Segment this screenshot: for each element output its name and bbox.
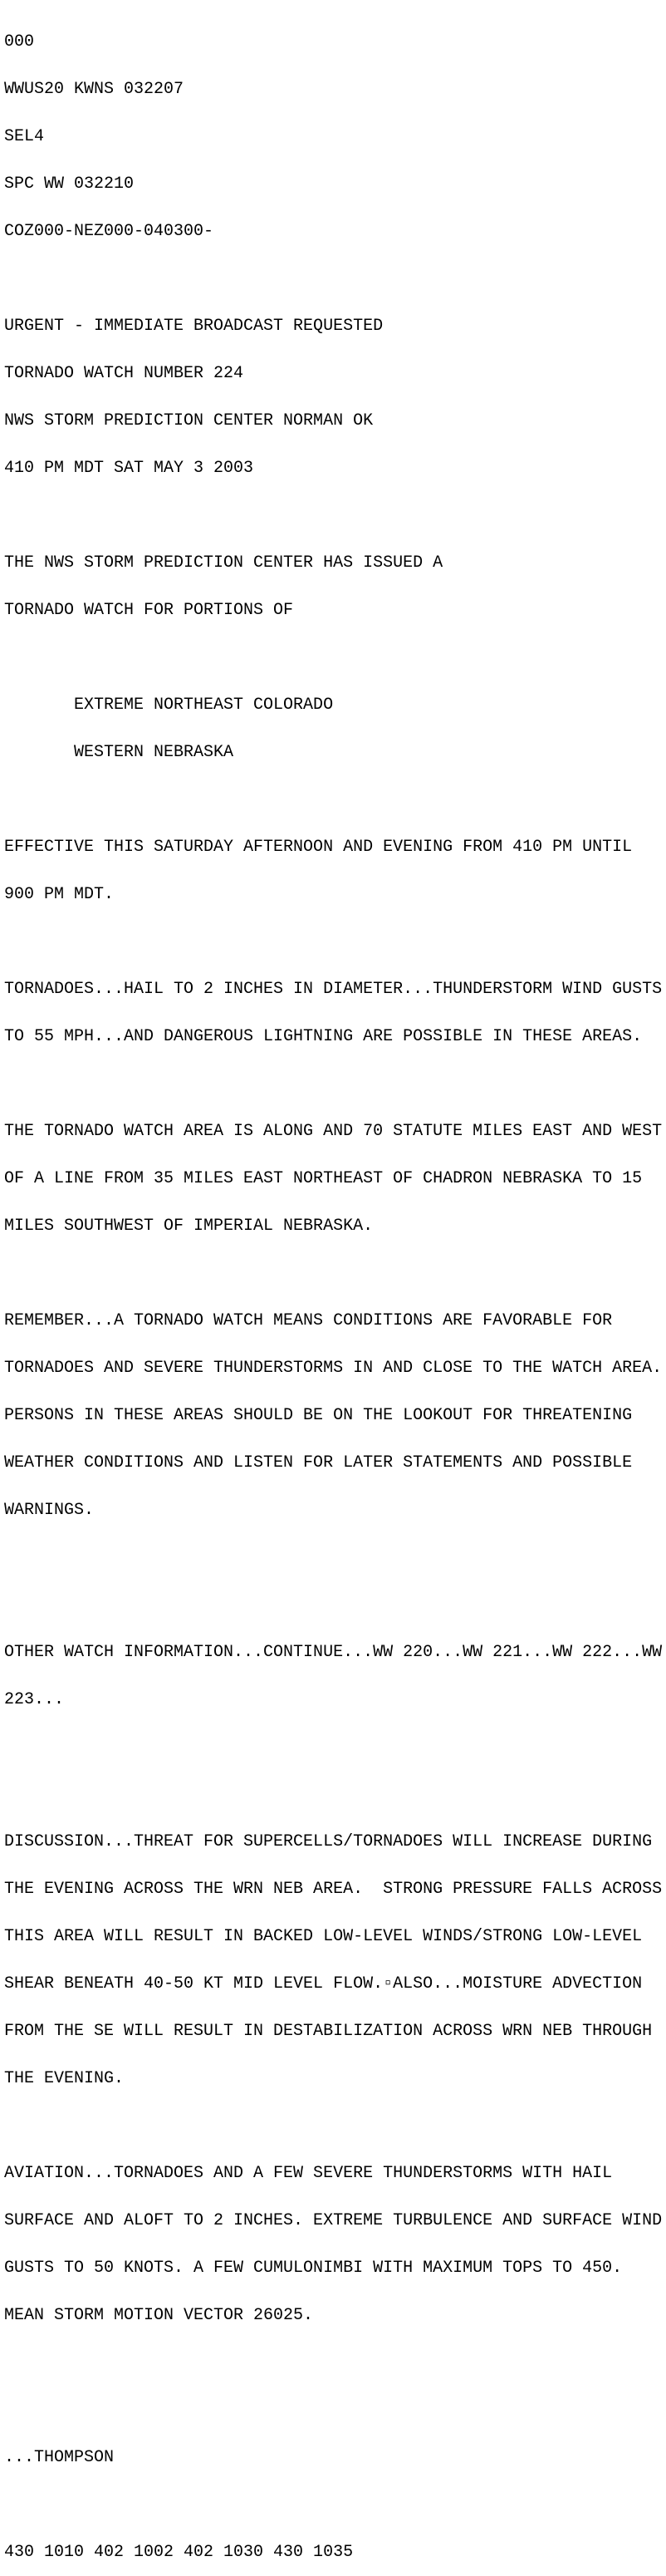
line-area-nebraska: WESTERN NEBRASKA (4, 743, 234, 762)
line-product-id: 000 (4, 32, 35, 52)
line-issued-statement: THE NWS STORM PREDICTION CENTER HAS ISSUED A (4, 553, 443, 573)
line-spc-ww: SPC WW 032210 (4, 175, 135, 194)
line-issued-statement: TORNADO WATCH FOR PORTIONS OF (4, 601, 294, 620)
line-wmo-header: WWUS20 KWNS 032207 (4, 80, 184, 99)
line-other-watches: 223... (4, 1690, 65, 1709)
line-issuing-office: NWS STORM PREDICTION CENTER NORMAN OK (4, 411, 374, 430)
blank-line (4, 508, 666, 524)
blank-line (4, 934, 666, 950)
line-aviation: SURFACE AND ALOFT TO 2 INCHES. EXTREME TURBULENCE AND SURFACE WIND (4, 2211, 663, 2230)
line-watch-area: MILES SOUTHWEST OF IMPERIAL NEBRASKA. (4, 1217, 374, 1236)
line-zone-codes: COZ000-NEZ000-040300- (4, 222, 214, 241)
line-aviation: GUSTS TO 50 KNOTS. A FEW CUMULONIMBI WITH MAXIMUM TOPS TO 450. (4, 2259, 623, 2278)
line-watch-number: TORNADO WATCH NUMBER 224 (4, 364, 244, 383)
line-discussion: THIS AREA WILL RESULT IN BACKED LOW-LEVEL WINDS/STRONG LOW-LEVEL (4, 1927, 643, 1946)
blank-line (4, 1739, 666, 1755)
blank-line (4, 2402, 666, 2418)
line-aviation: AVIATION...TORNADOES AND A FEW SEVERE THUNDERSTORMS WITH HAIL (4, 2164, 613, 2183)
line-remember: TORNADOES AND SEVERE THUNDERSTORMS IN AND CLOSE TO THE WATCH AREA. (4, 1359, 663, 1378)
line-remember: WARNINGS. (4, 1501, 95, 1520)
blank-line (4, 2118, 666, 2134)
line-hazards: TO 55 MPH...AND DANGEROUS LIGHTNING ARE POSSIBLE IN THESE AREAS. (4, 1027, 643, 1046)
line-coordinates: 430 1010 402 1002 402 1030 430 1035 (4, 2543, 354, 2562)
line-remember: REMEMBER...A TORNADO WATCH MEANS CONDITIONS ARE FAVORABLE FOR (4, 1311, 613, 1330)
line-other-watches: OTHER WATCH INFORMATION...CONTINUE...WW 220...WW 221...WW 222...WW (4, 1643, 663, 1662)
blank-line (4, 1550, 666, 1566)
line-forecaster-signature: ...THOMPSON (4, 2448, 115, 2467)
line-effective-period: 900 PM MDT. (4, 885, 115, 904)
blank-line (4, 650, 666, 666)
line-area-colorado: EXTREME NORTHEAST COLORADO (4, 696, 334, 715)
line-effective-period: EFFECTIVE THIS SATURDAY AFTERNOON AND EVENING FROM 410 PM UNTIL (4, 838, 633, 857)
line-aviation: MEAN STORM MOTION VECTOR 26025. (4, 2306, 314, 2325)
line-issue-time: 410 PM MDT SAT MAY 3 2003 (4, 459, 254, 478)
blank-line (4, 1076, 666, 1092)
blank-line (4, 1266, 666, 1281)
line-discussion: FROM THE SE WILL RESULT IN DESTABILIZATION ACROSS WRN NEB THROUGH (4, 2022, 653, 2041)
line-watch-area: OF A LINE FROM 35 MILES EAST NORTHEAST OF CHADRON NEBRASKA TO 15 (4, 1169, 643, 1188)
blank-line (4, 2497, 666, 2513)
blank-line (4, 1597, 666, 1613)
blank-line (4, 1787, 666, 1802)
line-hazards: TORNADOES...HAIL TO 2 INCHES IN DIAMETER...THUNDERSTORM WIND GUSTS (4, 980, 663, 999)
line-watch-area: THE TORNADO WATCH AREA IS ALONG AND 70 STATUTE MILES EAST AND WEST (4, 1122, 663, 1141)
line-discussion: DISCUSSION...THREAT FOR SUPERCELLS/TORNADOES WILL INCREASE DURING (4, 1832, 653, 1851)
line-remember: WEATHER CONDITIONS AND LISTEN FOR LATER STATEMENTS AND POSSIBLE (4, 1453, 633, 1472)
line-remember: PERSONS IN THESE AREAS SHOULD BE ON THE LOOKOUT FOR THREATENING (4, 1406, 633, 1425)
line-urgent-notice: URGENT - IMMEDIATE BROADCAST REQUESTED (4, 317, 384, 336)
line-discussion: SHEAR BENEATH 40-50 KT MID LEVEL FLOW.▫ALSO...MOISTURE ADVECTION (4, 1974, 643, 1993)
line-discussion: THE EVENING. (4, 2069, 125, 2088)
line-discussion: THE EVENING ACROSS THE WRN NEB AREA. STRONG PRESSURE FALLS ACROSS (4, 1880, 663, 1899)
line-awips-id: SEL4 (4, 127, 45, 146)
blank-line (4, 271, 666, 287)
blank-line (4, 2355, 666, 2371)
blank-line (4, 792, 666, 808)
